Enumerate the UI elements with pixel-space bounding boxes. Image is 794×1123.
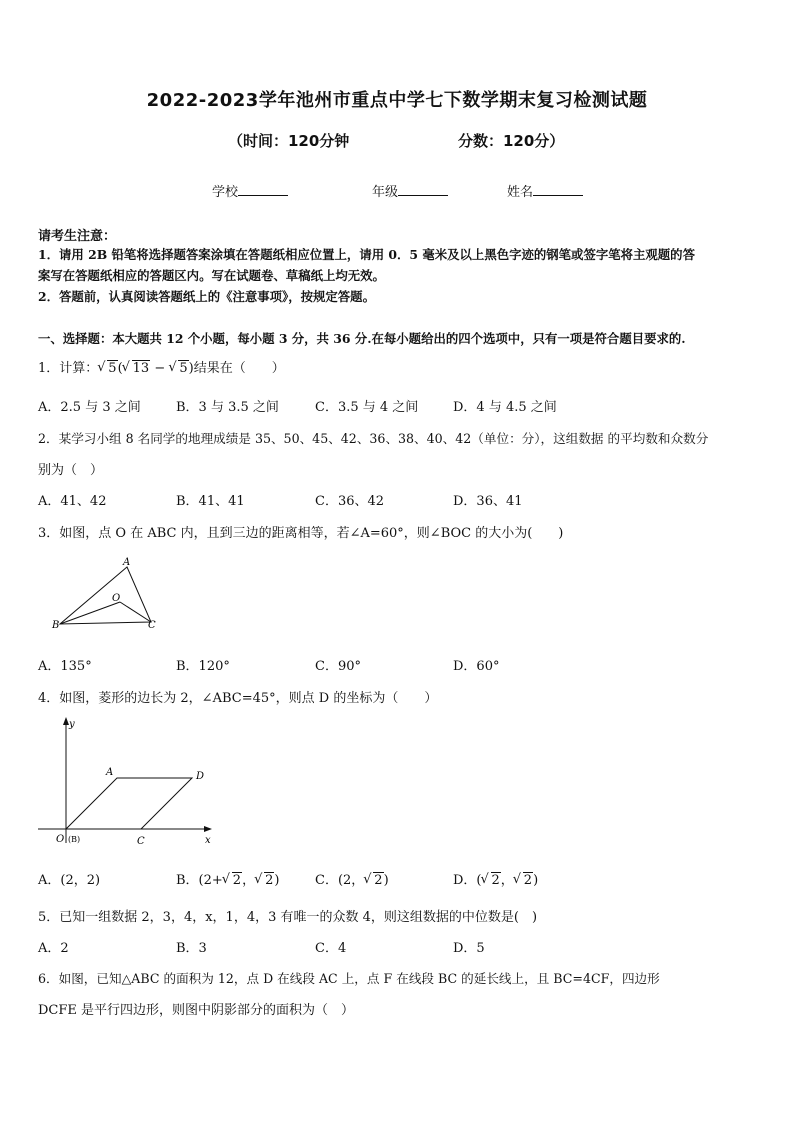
question-2-line-2: 别为（ ） <box>38 463 104 478</box>
q2-option-a[interactable]: A．41、42 <box>38 494 107 509</box>
q4-option-b[interactable] <box>176 869 279 888</box>
sqrt-symbol <box>515 873 533 888</box>
q5-option-b[interactable]: B．3 <box>176 941 207 956</box>
q4-option-a[interactable]: A．(2，2) <box>38 873 101 888</box>
q1-option-b[interactable]: B．3 与 3.5 之间 <box>176 400 279 415</box>
sqrt-symbol <box>483 873 501 888</box>
grade-field <box>372 181 448 200</box>
q4d-post: ) <box>533 873 539 888</box>
rhombus-figure <box>34 715 224 850</box>
question-5: 5．已知一组数据 2，3，4，x，1，4，3 有唯一的众数 4，则这组数据的中位数是( ) <box>38 910 538 925</box>
q1-suffix: 结果在（ ） <box>193 361 285 376</box>
q1-option-d[interactable]: D．4 与 4.5 之间 <box>453 400 557 415</box>
q5-option-d[interactable]: D．5 <box>453 941 485 956</box>
label-a: A <box>106 767 114 778</box>
school-label: 学校 <box>212 185 239 200</box>
label-o: O <box>56 834 65 845</box>
q3-option-a[interactable]: A．135° <box>38 659 92 674</box>
label-a: A <box>123 557 131 568</box>
section-heading: 一、选择题：本大题共 12 个小题，每小题 3 分，共 36 分.在每小题给出的四个选项中，只有一项是符合题目要求的. <box>38 331 686 346</box>
q4d-radicand-2: 2 <box>523 873 533 888</box>
name-label: 姓名 <box>507 185 534 200</box>
q4d-radicand-1: 2 <box>491 873 500 888</box>
q1-option-a[interactable]: A．2.5 与 3 之间 <box>38 400 141 415</box>
time-label: （时间：120分钟 <box>228 132 350 150</box>
question-6-line-2: DCFE 是平行四边形，则图中阴影部分的面积为（ ） <box>38 1003 355 1018</box>
q1-paren-close: ) <box>188 361 194 376</box>
notice-item-2: 2．答题前，认真阅读答题纸上的《注意事项》，按规定答题。 <box>38 289 375 304</box>
q5-option-c[interactable]: C．4 <box>315 941 347 956</box>
axis-label-x: x <box>205 835 211 846</box>
q3-option-c[interactable]: C．90° <box>315 659 361 674</box>
q4d-mid: ， <box>500 873 514 888</box>
q1-radicand-13: 13 <box>132 361 150 376</box>
label-b: B <box>52 620 60 631</box>
q4b-mid: ， <box>242 873 256 888</box>
q4b-radicand-1: 2 <box>232 873 242 888</box>
q4b-pre: B．(2+ <box>176 873 223 888</box>
sqrt-symbol <box>99 361 117 376</box>
score-label: 分数：120分） <box>458 132 565 150</box>
label-c: C <box>137 836 145 847</box>
sqrt-symbol <box>224 873 242 888</box>
sqrt-symbol <box>170 361 188 376</box>
q1-prefix: 1．计算： <box>38 361 99 376</box>
grade-label: 年级 <box>372 185 399 200</box>
triangle-abc <box>60 567 151 624</box>
q2-option-d[interactable]: D．36、41 <box>453 494 523 509</box>
question-2-line-1: 2．某学习小组 8 名同学的地理成绩是 35、50、45、42、36、38、40、42（单位：分），这组数据 的平均数和众数分 <box>38 431 709 446</box>
q4b-radicand-2: 2 <box>265 873 274 888</box>
q4d-pre: D．( <box>453 873 482 888</box>
notice-item-1b: 案写在答题纸相应的答题区内。写在试题卷、草稿纸上均无效。 <box>38 268 385 283</box>
x-arrow-icon <box>204 826 212 832</box>
question-3: 3．如图，点 O 在 ABC 内，且到三边的距离相等，若∠A=60°，则∠BOC 的大小为( ) <box>38 526 564 541</box>
q4-option-c[interactable] <box>315 869 389 888</box>
name-field <box>507 181 583 200</box>
q1-radicand-5: 5 <box>108 361 117 376</box>
school-blank <box>238 183 288 196</box>
q4c-post: ) <box>383 873 389 888</box>
name-blank <box>533 183 583 196</box>
question-1 <box>38 357 285 376</box>
q3-option-b[interactable]: B．120° <box>176 659 230 674</box>
segment-bo <box>60 602 120 624</box>
exam-title: 2022-2023学年池州市重点中学七下数学期末复习检测试题 <box>146 90 648 111</box>
axis-label-y: y <box>69 719 75 730</box>
q1-option-c[interactable]: C．3.5 与 4 之间 <box>315 400 419 415</box>
notice-item-1a: 1．请用 2B 铅笔将选择题答案涂填在答题纸相应位置上，请用 0．5 毫米及以上黑色字迹的钢笔或签字笔将主观题的答 <box>38 247 695 262</box>
school-field <box>212 181 288 200</box>
label-o: O <box>112 593 121 604</box>
label-d: D <box>196 771 205 782</box>
sqrt-symbol <box>365 873 383 888</box>
triangle-figure <box>50 555 162 635</box>
question-6-line-1: 6．如图，已知△ABC 的面积为 12，点 D 在线段 AC 上，点 F 在线段 BC 的延长线上，且 BC=4CF，四边形 <box>38 971 660 986</box>
q4c-radicand: 2 <box>374 873 383 888</box>
q4-option-d[interactable] <box>453 869 538 888</box>
sqrt-symbol <box>256 873 274 888</box>
q5-option-a[interactable]: A．2 <box>38 941 69 956</box>
sqrt-symbol <box>124 361 151 376</box>
q4b-post: ) <box>274 873 280 888</box>
rhombus <box>66 778 192 829</box>
grade-blank <box>398 183 448 196</box>
label-b: (B) <box>68 835 81 844</box>
q2-option-c[interactable]: C．36、42 <box>315 494 385 509</box>
q4c-pre: C．(2， <box>315 873 365 888</box>
q1-paren-open: ( <box>117 361 123 376</box>
label-c: C <box>148 620 156 631</box>
q1-radicand-5b: 5 <box>179 361 188 376</box>
q3-option-d[interactable]: D．60° <box>453 659 500 674</box>
q1-minus: − <box>154 361 166 376</box>
notice-heading: 请考生注意： <box>38 229 117 244</box>
q2-option-b[interactable]: B．41、41 <box>176 494 245 509</box>
question-4: 4．如图，菱形的边长为 2，∠ABC=45°，则点 D 的坐标为（ ） <box>38 691 438 706</box>
